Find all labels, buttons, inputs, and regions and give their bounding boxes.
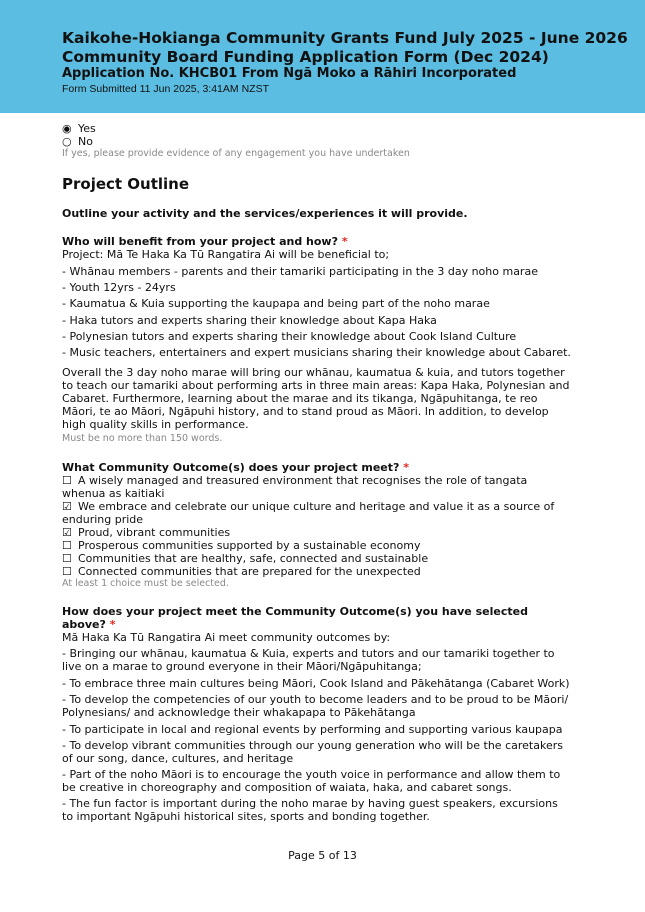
meet-intro: Mā Haka Ka Tū Rangatira Ai meet community outcomes by: [62,631,391,644]
checkbox-label: We embrace and celebrate our unique culture and heritage and value it as a source of enduring pride [62,500,555,526]
radio-option-yes[interactable] [62,122,96,135]
required-marker: * [403,461,409,474]
benefit-line: - Polynesian tutors and experts sharing their knowledge about Cook Island Culture [62,330,517,343]
checkbox-unchecked-icon: ☐ [62,552,72,565]
benefit-question [62,235,348,248]
checkbox-checked-icon: ☑ [62,526,72,539]
form-title-line-2: Community Board Funding Application Form (Dec 2024) [62,48,549,66]
question-text: How does your project meet the Community Outcome(s) you have selected above? [62,605,528,631]
checkbox-label: Communities that are healthy, safe, connected and sustainable [78,552,429,565]
engagement-hint: If yes, please provide evidence of any engagement you have undertaken [62,148,410,159]
form-title [62,29,637,67]
meet-question [62,605,532,631]
page-header [0,0,645,113]
checkbox-label: A wisely managed and treasured environment that recognises the role of tangata whenua as kaitiaki [62,474,528,500]
meet-line: - To embrace three main cultures being Māori, Cook Island and Pākehātanga (Cabaret Work) [62,677,570,690]
meet-line: - To develop the competencies of our youth to become leaders and to be proud to be Māori/ Polynesians/ and acknowledge their whakapapa to Pākehātanga [62,693,569,719]
meet-line: - Part of the noho Māori is to encourage the youth voice in performance and allow them to be creative in choreography and composition of waiata, haka, and cabaret songs. [62,768,561,794]
outcomes-hint: At least 1 choice must be selected. [62,578,229,589]
outcome-checkbox[interactable] [62,474,572,500]
checkbox-label: Connected communities that are prepared for the unexpected [78,565,421,578]
application-number: Application No. KHCB01 From Ngā Moko a Rāhiri Incorporated [62,66,517,81]
outcome-checkbox[interactable] [62,552,428,565]
checkbox-unchecked-icon: ☐ [62,565,72,578]
radio-label: Yes [78,122,96,135]
checkbox-label: Prosperous communities supported by a sustainable economy [78,539,421,552]
checkbox-label: Proud, vibrant communities [78,526,231,539]
outcomes-question [62,461,409,474]
benefit-paragraph: Overall the 3 day noho marae will bring our whānau, kaumatua & kuia, and tutors together to teach our tamariki about performing arts in three main areas: Kapa Haka, Polynesian and Cabaret. Furthermore, learning about the marae and its tikanga, Ngāpuhitanga, te reo Māori, te ao Māori, Ngāpuhi history, and to stand proud as Māori. In addition, to develop high quality skills in performance. [62,366,570,431]
benefit-hint: Must be no more than 150 words. [62,433,223,444]
benefit-line: - Kaumatua & Kuia supporting the kaupapa and being part of the noho marae [62,297,490,310]
benefit-line: - Haka tutors and experts sharing their knowledge about Kapa Haka [62,314,437,327]
outcome-checkbox[interactable] [62,565,421,578]
meet-line: - Bringing our whānau, kaumatua & Kuia, experts and tutors and our tamariki together to live on a marae to ground everyone in their Māori/Ngāpuhitanga; [62,647,555,673]
form-title-line-1: Kaikohe-Hokianga Community Grants Fund July 2025 - June 2026 [62,29,628,47]
benefit-line: Project: Mā Te Haka Ka Tū Rangatira Ai will be beneficial to; [62,248,390,261]
page-number: Page 5 of 13 [288,849,357,862]
outcome-checkbox[interactable] [62,539,420,552]
checkbox-unchecked-icon: ☐ [62,539,72,552]
question-text: Who will benefit from your project and how? [62,235,338,248]
checkbox-unchecked-icon: ☐ [62,474,72,487]
checkbox-checked-icon: ☑ [62,500,72,513]
radio-label: No [78,135,93,148]
meet-line: - The fun factor is important during the noho marae by having guest speakers, excursions to important Ngāpuhi historical sites, sports and bonding together. [62,797,558,823]
benefit-line: - Whānau members - parents and their tamariki participating in the 3 day noho marae [62,265,538,278]
radio-empty-icon: ○ [62,135,72,148]
meet-line: - To participate in local and regional events by performing and supporting various kaupapa [62,723,563,736]
required-marker: * [109,618,116,631]
section-intro: Outline your activity and the services/experiences it will provide. [62,207,468,220]
benefit-line: - Youth 12yrs - 24yrs [62,281,176,294]
submitted-timestamp: Form Submitted 11 Jun 2025, 3:41AM NZST [62,83,269,95]
radio-option-no[interactable] [62,135,93,148]
section-title: Project Outline [62,175,190,193]
radio-selected-icon: ◉ [62,122,72,135]
outcome-checkbox[interactable] [62,500,572,526]
outcome-checkbox[interactable] [62,526,230,539]
question-text: What Community Outcome(s) does your project meet? [62,461,400,474]
meet-line: - To develop vibrant communities through our young generation who will be the caretakers of our song, dance, cultures, and heritage [62,739,563,765]
benefit-line: - Music teachers, entertainers and expert musicians sharing their knowledge about Cabaret. [62,346,571,359]
required-marker: * [341,235,348,248]
